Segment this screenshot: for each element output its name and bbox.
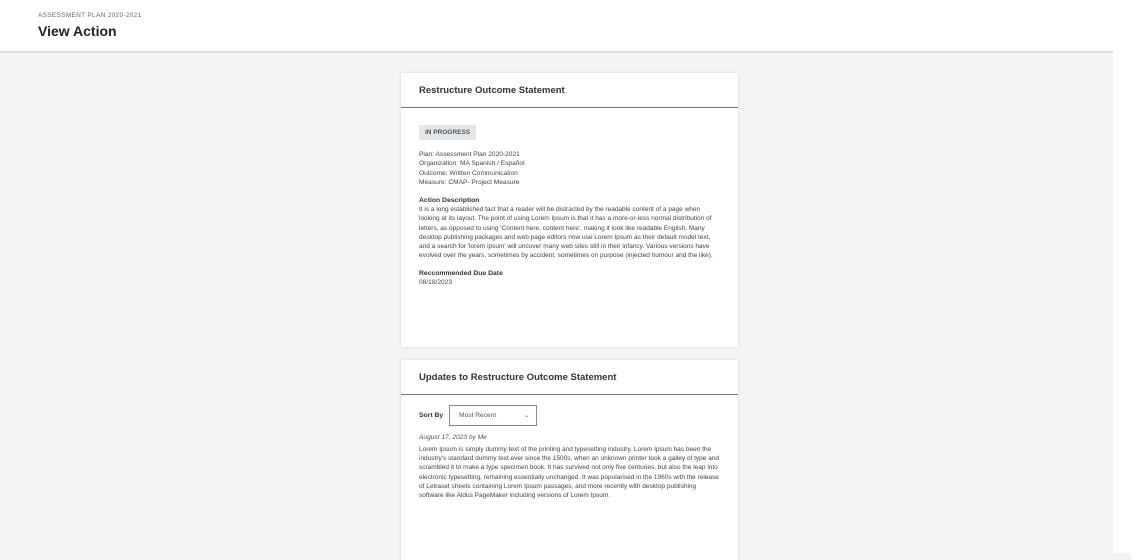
sort-select-value: Most Recent bbox=[459, 412, 497, 419]
sort-row bbox=[419, 405, 720, 426]
page-title: View Action bbox=[38, 23, 117, 39]
page-header bbox=[0, 0, 1113, 53]
chevron-down-icon: ⌄ bbox=[524, 413, 530, 419]
action-description: It is a long established fact that a reader will be distracted by the readable content of a page when looking at its layout. The point of using Lorem Ipsum is that it has a more-or-less normal distribution of letters, as opposed to using 'Content here, content here', making it look like readable English. Many desktop publishing packages and web page editors now use Lorem Ipsum as their default model text, and a search for 'lorem ipsum' will uncover many web sites still in their infancy. Various versions have evolved over the years, sometimes by accident, sometimes on purpose (injected humour and the like). bbox=[419, 206, 713, 260]
action-meta bbox=[419, 150, 720, 187]
description-label: Action Description bbox=[419, 197, 480, 205]
status-badge: IN PROGRESS bbox=[419, 125, 476, 140]
update-text: Lorem Ipsum is simply dummy text of the printing and typesetting industry. Lorem Ipsum has been the industry's standard dummy text ever since the 1500s, when an unknown printer took a galley of type and scrambled it to make a type specimen book. It has survived not only five centuries, but also the leap into electronic typesetting, remaining essentially unchanged. It was popularised in the 1960s with the release of Letraset sheets containing Lorem Ipsum passages, and more recently with desktop publishing software like Aldus PageMaker including versions of Lorem Ipsum. bbox=[419, 446, 720, 500]
scrollbar-gutter bbox=[1113, 0, 1131, 553]
meta-measure: Measure: CMAP- Project Measure bbox=[419, 178, 520, 186]
action-title: Restructure Outcome Statement bbox=[401, 73, 738, 108]
sort-select[interactable] bbox=[449, 405, 537, 426]
due-date: 08/18/2023 bbox=[419, 279, 453, 287]
meta-organization: Organization: MA Spanish / Español bbox=[419, 160, 525, 168]
meta-outcome: Outcome: Written Communication bbox=[419, 169, 518, 177]
updates-title: Updates to Restructure Outcome Statement bbox=[401, 360, 738, 395]
updates-card bbox=[401, 360, 738, 560]
sort-label: Sort By bbox=[419, 412, 444, 419]
meta-plan: Plan: Assessment Plan 2020-2021 bbox=[419, 151, 520, 158]
action-details-card bbox=[401, 73, 738, 347]
update-meta: August 17, 2023 by Me bbox=[419, 434, 487, 441]
breadcrumb: ASSESSMENT PLAN 2020-2021 bbox=[38, 12, 142, 19]
due-date-label: Reccommended Due Date bbox=[419, 270, 503, 278]
